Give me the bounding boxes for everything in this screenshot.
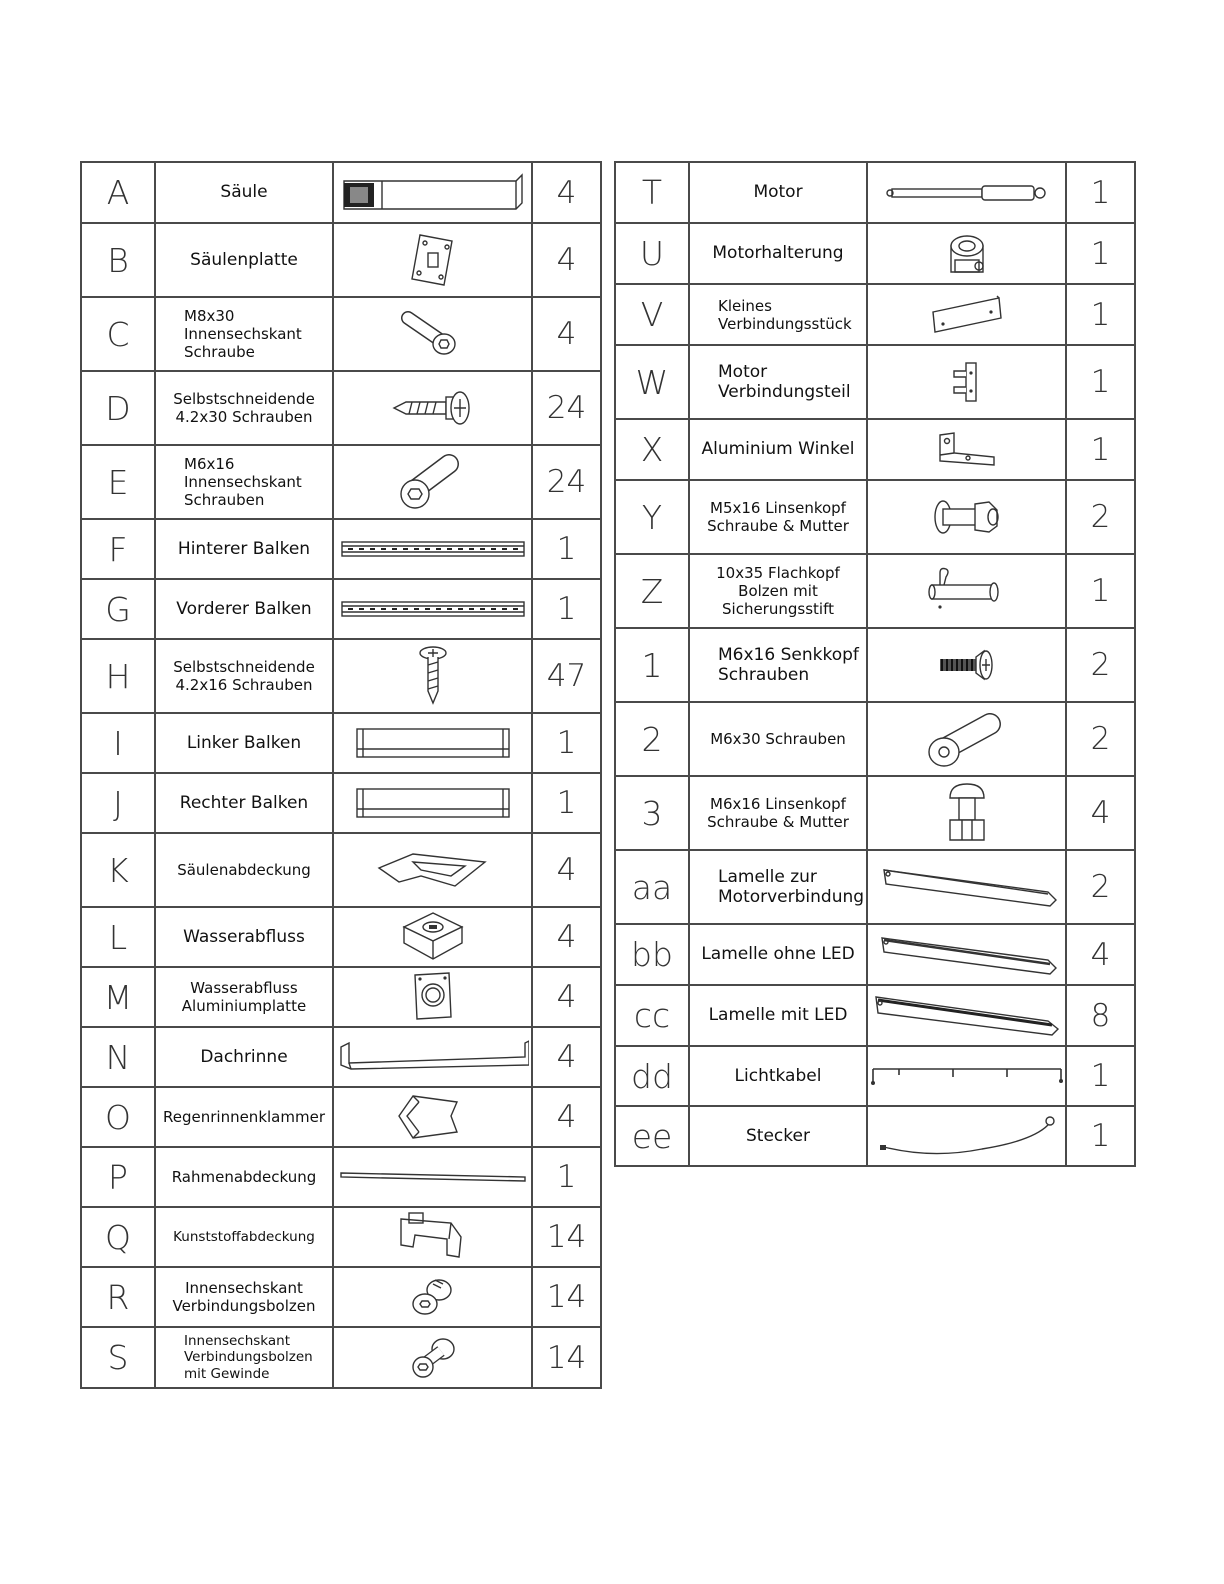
part-row (81, 773, 601, 833)
part-quantity: 1 (1066, 223, 1135, 284)
parts-table-left (80, 161, 602, 1389)
part-name: Motor Verbindungsteil (689, 345, 867, 419)
right-beam-icon (333, 773, 532, 833)
light-cable-icon (867, 1046, 1066, 1106)
part-row (81, 1327, 601, 1388)
part-name: Lamelle zur Motorverbindung (689, 850, 867, 924)
part-row (615, 554, 1135, 628)
water-drain-icon (333, 907, 532, 967)
part-quantity: 24 (532, 371, 601, 445)
part-letter: F (81, 519, 155, 579)
part-letter: X (615, 419, 689, 480)
part-quantity: 1 (1066, 1046, 1135, 1106)
part-row (615, 1106, 1135, 1166)
part-row (81, 297, 601, 371)
part-name: M6x30 Schrauben (689, 702, 867, 776)
led-louver-icon (867, 985, 1066, 1046)
part-letter: ee (615, 1106, 689, 1166)
part-row (81, 907, 601, 967)
part-name: Kleines Verbindungsstück (689, 284, 867, 345)
part-letter: C (81, 297, 155, 371)
short-screw-icon (333, 639, 532, 713)
part-name: M5x16 Linsenkopf Schraube & Mutter (689, 480, 867, 554)
part-letter: J (81, 773, 155, 833)
part-letter: bb (615, 924, 689, 985)
part-row (81, 713, 601, 773)
part-quantity: 47 (532, 639, 601, 713)
countersunk-screw-icon (867, 628, 1066, 702)
pan-head-screw-nut-icon (867, 480, 1066, 554)
part-name: Selbstschneidende 4.2x16 Schrauben (155, 639, 333, 713)
part-quantity: 1 (1066, 1106, 1135, 1166)
part-quantity: 4 (532, 907, 601, 967)
part-quantity: 4 (532, 967, 601, 1027)
part-name: Aluminium Winkel (689, 419, 867, 480)
part-name: Stecker (689, 1106, 867, 1166)
part-letter: N (81, 1027, 155, 1087)
part-name: M6x16 Linsenkopf Schraube & Mutter (689, 776, 867, 850)
part-row (615, 702, 1135, 776)
part-quantity: 4 (532, 162, 601, 223)
part-letter: G (81, 579, 155, 639)
part-name: M6x16 Innensechskant Schrauben (155, 445, 333, 519)
part-name: Wasserabfluss (155, 907, 333, 967)
part-letter: P (81, 1147, 155, 1207)
motor-icon (867, 162, 1066, 223)
part-row (81, 223, 601, 297)
self-tapping-screw-icon (333, 371, 532, 445)
part-quantity: 4 (532, 1087, 601, 1147)
part-letter: A (81, 162, 155, 223)
part-letter: D (81, 371, 155, 445)
part-name: Innensechskant Verbindungsbolzen (155, 1267, 333, 1327)
hex-socket-screw-icon (333, 445, 532, 519)
part-letter: 2 (615, 702, 689, 776)
part-row (81, 1087, 601, 1147)
connecting-bolt-icon (333, 1267, 532, 1327)
part-name: Dachrinne (155, 1027, 333, 1087)
part-name: Vorderer Balken (155, 579, 333, 639)
part-name: M8x30 Innensechskant Schraube (155, 297, 333, 371)
part-name: Motorhalterung (689, 223, 867, 284)
part-quantity: 4 (532, 1027, 601, 1087)
part-row (81, 579, 601, 639)
part-row (81, 371, 601, 445)
part-name: M6x16 Senkkopf Schrauben (689, 628, 867, 702)
part-row (615, 419, 1135, 480)
part-name: Lamelle mit LED (689, 985, 867, 1046)
column-cover-icon (333, 833, 532, 907)
part-quantity: 4 (532, 223, 601, 297)
part-letter: K (81, 833, 155, 907)
part-letter: Y (615, 480, 689, 554)
part-quantity: 1 (1066, 554, 1135, 628)
aluminium-angle-icon (867, 419, 1066, 480)
part-name: Wasserabfluss Aluminiumplatte (155, 967, 333, 1027)
bolt-nut-icon (867, 776, 1066, 850)
part-letter: S (81, 1327, 155, 1388)
part-letter: M (81, 967, 155, 1027)
part-quantity: 2 (1066, 480, 1135, 554)
small-connector-icon (867, 284, 1066, 345)
part-letter: O (81, 1087, 155, 1147)
part-quantity: 4 (1066, 776, 1135, 850)
gutter-icon (333, 1027, 532, 1087)
part-letter: E (81, 445, 155, 519)
part-name: Rahmenabdeckung (155, 1147, 333, 1207)
part-letter: T (615, 162, 689, 223)
motor-louver-icon (867, 850, 1066, 924)
part-quantity: 8 (1066, 985, 1135, 1046)
left-beam-icon (333, 713, 532, 773)
part-quantity: 1 (532, 713, 601, 773)
part-quantity: 14 (532, 1207, 601, 1267)
plastic-cover-icon (333, 1207, 532, 1267)
part-name: Lamelle ohne LED (689, 924, 867, 985)
part-row (81, 967, 601, 1027)
part-quantity: 1 (532, 579, 601, 639)
part-letter: Q (81, 1207, 155, 1267)
rear-beam-icon (333, 519, 532, 579)
part-name: Regenrinnenklammer (155, 1087, 333, 1147)
part-name: Kunststoffabdeckung (155, 1207, 333, 1267)
m6x30-screw-icon (867, 702, 1066, 776)
part-row (615, 850, 1135, 924)
part-row (81, 639, 601, 713)
part-row (81, 1207, 601, 1267)
base-plate-icon (333, 223, 532, 297)
part-letter: Z (615, 554, 689, 628)
motor-bracket-icon (867, 223, 1066, 284)
hex-socket-bolt-icon (333, 297, 532, 371)
part-letter: V (615, 284, 689, 345)
part-row (615, 284, 1135, 345)
clevis-pin-icon (867, 554, 1066, 628)
part-row (81, 445, 601, 519)
part-quantity: 1 (532, 773, 601, 833)
part-row (615, 480, 1135, 554)
column-icon (333, 162, 532, 223)
part-row (615, 162, 1135, 223)
part-name: Säulenplatte (155, 223, 333, 297)
parts-table-right (614, 161, 1136, 1167)
part-quantity: 1 (532, 519, 601, 579)
part-row (615, 924, 1135, 985)
part-name: Rechter Balken (155, 773, 333, 833)
part-name: Säulenabdeckung (155, 833, 333, 907)
part-row (81, 1027, 601, 1087)
part-name: 10x35 Flachkopf Bolzen mit Sicherungsstift (689, 554, 867, 628)
part-quantity: 4 (532, 297, 601, 371)
louver-icon (867, 924, 1066, 985)
part-row (615, 345, 1135, 419)
part-letter: U (615, 223, 689, 284)
gutter-clamp-icon (333, 1087, 532, 1147)
part-name: Hinterer Balken (155, 519, 333, 579)
part-name: Lichtkabel (689, 1046, 867, 1106)
part-letter: aa (615, 850, 689, 924)
part-quantity: 4 (1066, 924, 1135, 985)
part-row (81, 1267, 601, 1327)
part-quantity: 2 (1066, 702, 1135, 776)
part-name: Linker Balken (155, 713, 333, 773)
part-letter: L (81, 907, 155, 967)
part-quantity: 1 (1066, 162, 1135, 223)
part-row (81, 833, 601, 907)
part-quantity: 24 (532, 445, 601, 519)
part-letter: B (81, 223, 155, 297)
part-row (615, 985, 1135, 1046)
part-letter: cc (615, 985, 689, 1046)
motor-connector-icon (867, 345, 1066, 419)
part-quantity: 4 (532, 833, 601, 907)
frame-cover-icon (333, 1147, 532, 1207)
part-letter: H (81, 639, 155, 713)
part-quantity: 2 (1066, 850, 1135, 924)
part-row (615, 628, 1135, 702)
drain-plate-icon (333, 967, 532, 1027)
plug-icon (867, 1106, 1066, 1166)
part-quantity: 1 (1066, 284, 1135, 345)
part-row (615, 1046, 1135, 1106)
part-letter: R (81, 1267, 155, 1327)
part-name: Säule (155, 162, 333, 223)
part-letter: I (81, 713, 155, 773)
part-quantity: 1 (1066, 419, 1135, 480)
part-row (81, 1147, 601, 1207)
part-name: Innensechskant Verbindungsbolzen mit Gewinde (155, 1327, 333, 1388)
part-letter: dd (615, 1046, 689, 1106)
part-letter: 3 (615, 776, 689, 850)
part-name: Motor (689, 162, 867, 223)
front-beam-icon (333, 579, 532, 639)
part-quantity: 1 (532, 1147, 601, 1207)
part-quantity: 14 (532, 1267, 601, 1327)
part-letter: 1 (615, 628, 689, 702)
part-row (81, 162, 601, 223)
part-row (615, 776, 1135, 850)
part-row (615, 223, 1135, 284)
part-row (81, 519, 601, 579)
part-name: Selbstschneidende 4.2x30 Schrauben (155, 371, 333, 445)
part-letter: W (615, 345, 689, 419)
threaded-bolt-icon (333, 1327, 532, 1388)
part-quantity: 14 (532, 1327, 601, 1388)
part-quantity: 2 (1066, 628, 1135, 702)
part-quantity: 1 (1066, 345, 1135, 419)
